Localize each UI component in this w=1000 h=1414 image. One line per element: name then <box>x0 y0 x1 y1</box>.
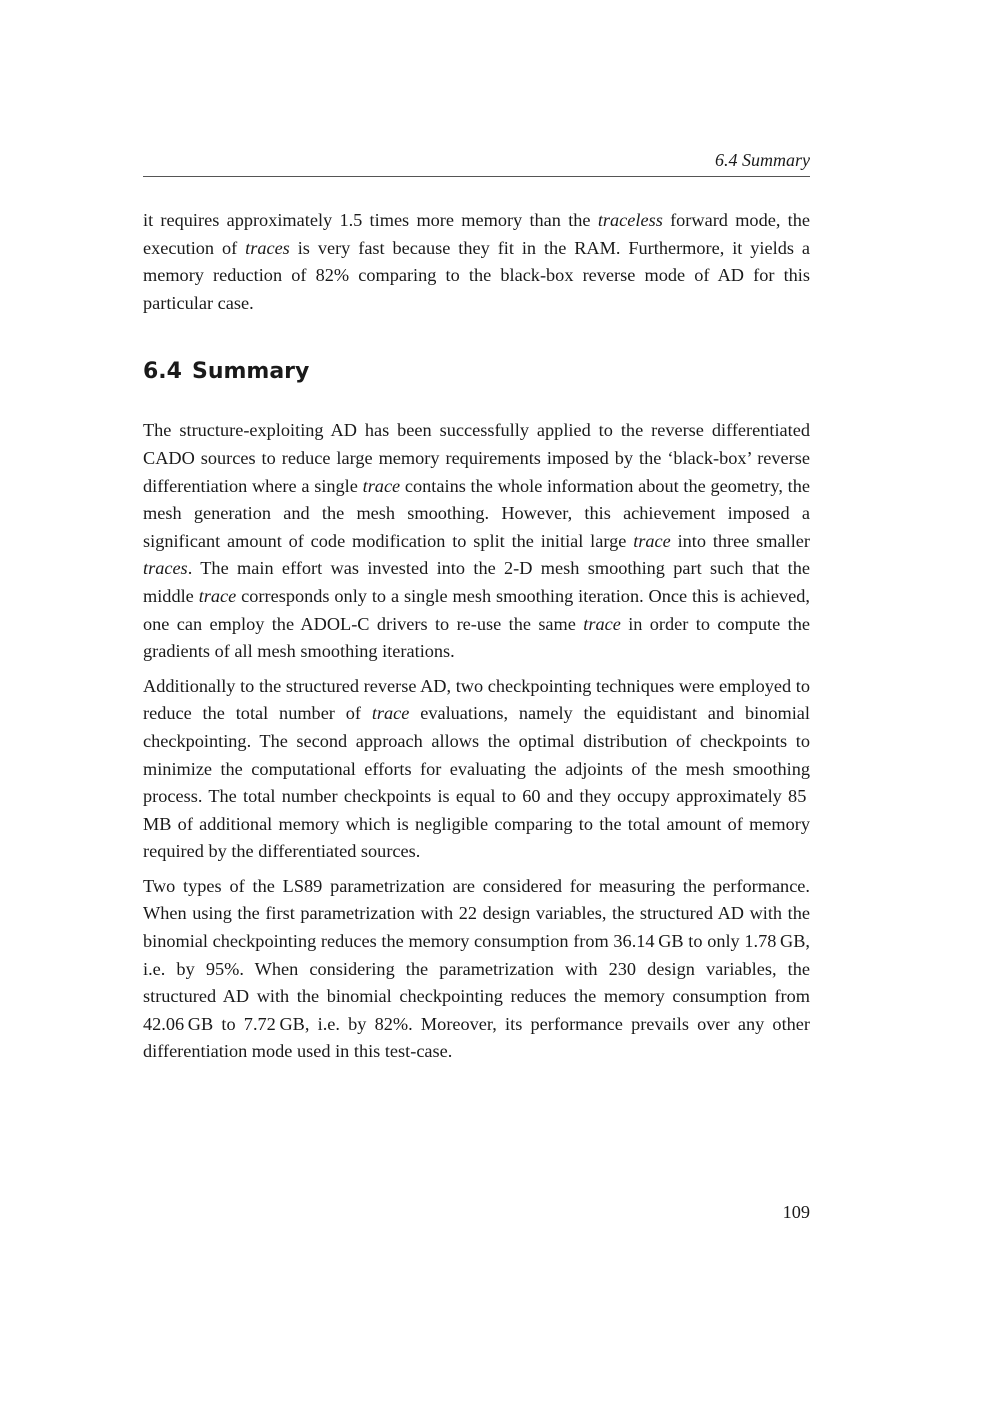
running-header-title: 6.4 Summary <box>715 150 810 170</box>
summary-paragraph-3: Two types of the LS89 parametrization are considered for measuring the performance. When using the first parametrization with 22 design variables, the structured AD with the binomial checkpointing reduces the memory consumption from 36.14 GB to only 1.78 GB, i.e. by 95%. When considering the parametrization with 230 design variables, the structured AD with the binomial checkpointing reduces the memory consumption from 42.06 GB to 7.72 GB, i.e. by 82%. Moreover, its performance prevails over any other differentiation mode used in this test-case. <box>143 875 810 1062</box>
section-heading <box>143 357 810 387</box>
section-number: 6.4 <box>143 359 182 385</box>
page-body <box>143 207 810 1066</box>
section-title: Summary <box>191 359 310 385</box>
running-header <box>143 148 810 177</box>
summary-paragraph-2: Additionally to the structured reverse AD, two checkpointing techniques were employed to reduce the total number of trace evaluations, namely the equidistant and binomial checkpointing. The second approach allows the optimal distribution of checkpoints to minimize the computational efforts for evaluating the adjoints of the mesh smoothing process. The total number checkpoints is equal to 60 and they occupy approximately 85 MB of additional memory which is negligible comparing to the total amount of memory required by the differentiated sources. <box>143 675 810 862</box>
summary-paragraph-1: The structure-exploiting AD has been successfully applied to the reverse differentiated CADO sources to reduce large memory requirements imposed by the ‘black-box’ reverse differentiation where a single trace contains the whole information about the geometry, the mesh generation and the mesh smoothing. However, this achievement imposed a significant amount of code modification to split the initial large trace into three smaller traces. The main effort was invested into the 2-D mesh smoothing part such that the middle trace corresponds only to a single mesh smoothing iteration. Once this is achieved, one can employ the ADOL-C drivers to re-use the same trace in order to compute the gradients of all mesh smoothing iterations. <box>143 420 811 662</box>
intro-paragraph: it requires approximately 1.5 times more memory than the traceless forward mode, the execution of traces is very fast because they fit in the RAM. Furthermore, it yields a memory reduction of 82% comparing to the black-box reverse mode of AD for this particular case. <box>143 210 811 313</box>
page-number: 109 <box>782 1202 810 1222</box>
